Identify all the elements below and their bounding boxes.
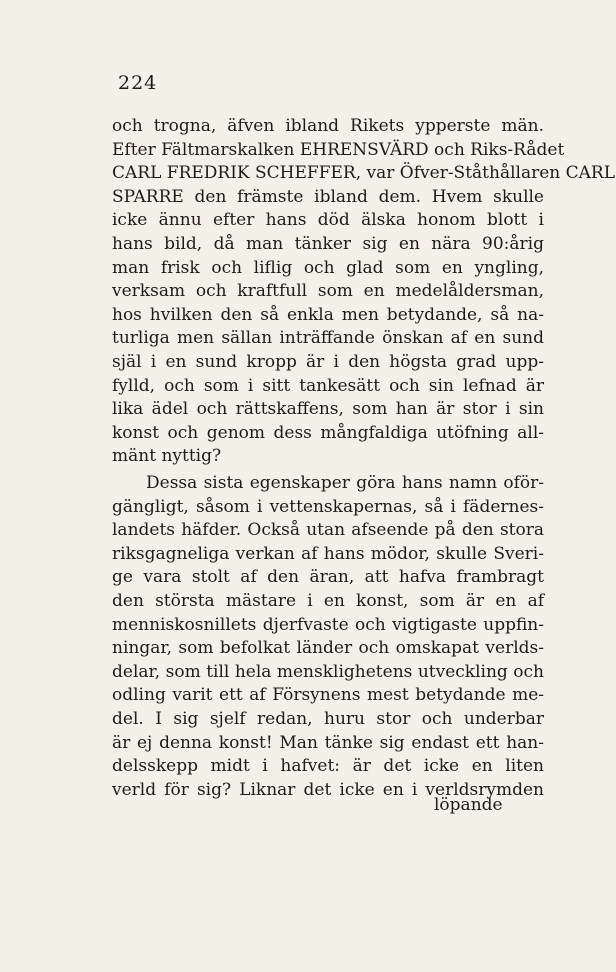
text-line: delsskepp midt i hafvet: är det icke en liten [112,756,544,777]
text-line: är ej denna konst! Man tänke sig endast ett han- [112,732,544,753]
page-number: 224 [118,72,158,94]
text-line: lika ädel och rättskaffens, som han är stor i sin [112,399,544,420]
text-line: ningar, som befolkat länder och omskapat verlds- [112,638,544,659]
text-line: delar, som till hela mensklighetens utveckling och [112,661,544,682]
text-line: hans bild, då man tänker sig en nära 90:årig [112,233,544,254]
text-line: verld för sig? Liknar det icke en i verldsrymden [112,779,544,800]
text-line: gängligt, såsom i vettenskapernas, så i fädernes- [112,496,544,517]
paragraph-1 [112,115,616,469]
paragraph-2 [112,472,544,802]
text-line: CARL FREDRIK SCHEFFER, var Öfver-Ståthållaren CARL [112,163,616,184]
text-line: och trogna, äfven ibland Rikets ypperste män. [112,116,544,136]
text-line: fylld, och som i sitt tankesätt och sin lefnad är [112,375,544,396]
text-line: landets häfder. Också utan afseende på den stora [112,520,544,541]
text-line: den största mästare i en konst, som är en af [112,590,544,611]
text-line: konst och genom dess mångfaldiga utöfning all- [112,422,544,443]
text-line: hos hvilken den så enkla men betydande, så na- [112,304,544,325]
text-line: ge vara stolt af den äran, att hafva frambragt [112,567,544,588]
text-line: mänt nyttig? [112,446,222,467]
text-line: själ i en sund kropp är i den högsta grad upp- [112,351,544,372]
text-line: man frisk och liflig och glad som en yngling, [112,257,544,278]
text-line: riksgagneliga verkan af hans mödor, skulle Sveri- [112,543,544,564]
text-line: Dessa sista egenskaper göra hans namn oför- [146,473,544,493]
text-line: Efter Fältmarskalken EHRENSVÄRD och Riks-Rådet [112,139,565,160]
text-line: odling varit ett af Försynens mest betydande me- [112,685,544,706]
text-line: SPARRE den främste ibland dem. Hvem skulle [112,186,544,207]
catchword: löpande [434,795,503,815]
text-line: menniskosnillets djerfvaste och vigtigaste uppfin- [112,614,544,635]
text-line: icke ännu efter hans död älska honom blott i [112,210,544,231]
text-line: del. I sig sjelf redan, huru stor och underbar [112,708,544,729]
text-line: verksam och kraftfull som en medelåldersman, [112,281,544,302]
text-line: turliga men sällan inträffande önskan af en sund [112,328,544,349]
